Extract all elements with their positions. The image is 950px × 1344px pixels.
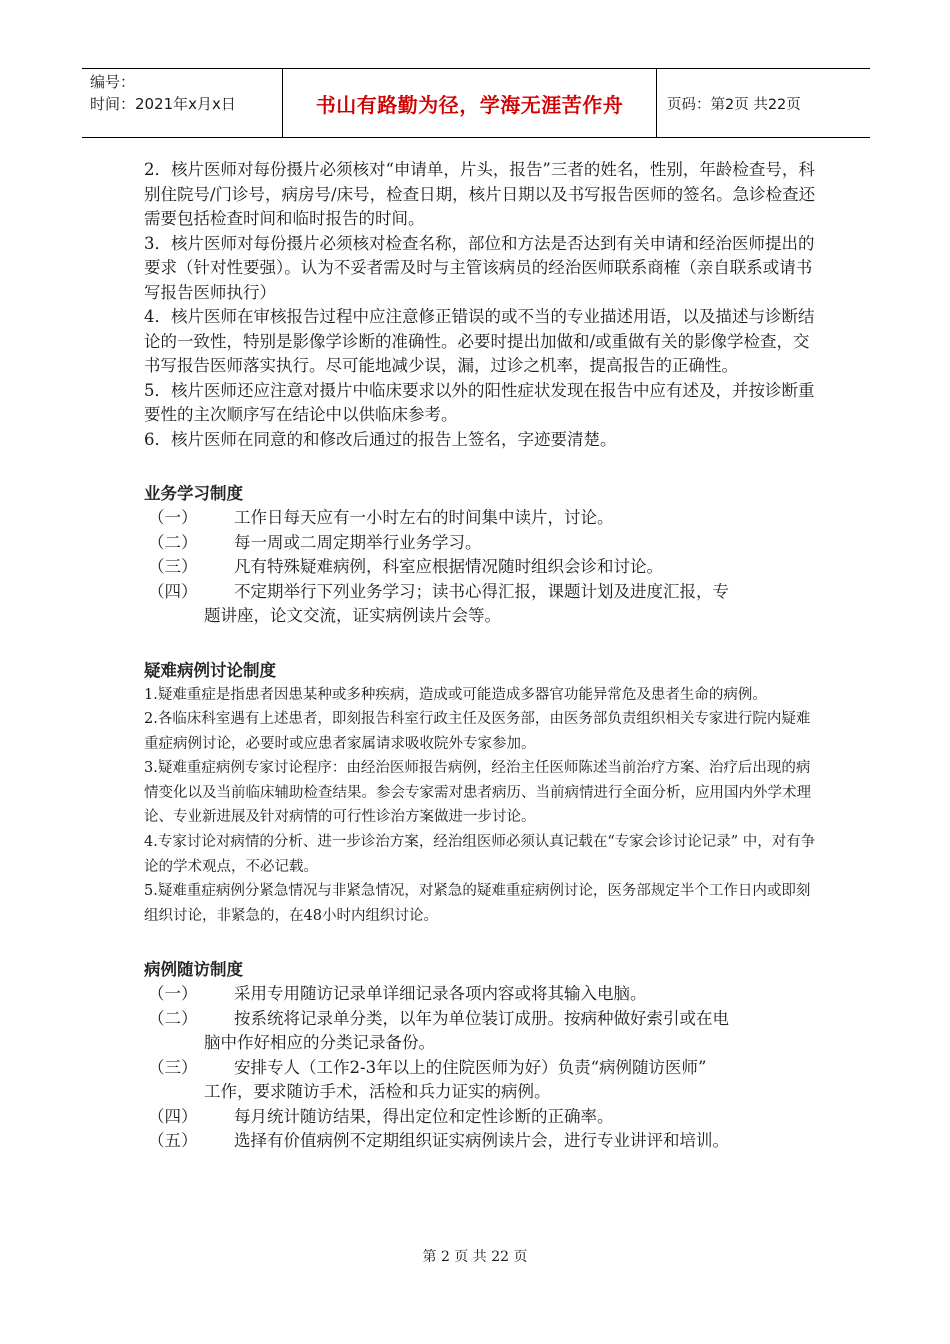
list-item: （一） 工作日每天应有一小时左右的时间集中读片，讨论。	[148, 508, 614, 527]
difficult-item-3: 3.疑难重症病例专家讨论程序：由经治医师报告病例，经治主任医师陈述当前治疗方案、治疗后出现的病情变化以及当前临床辅助检查结果。参会专家需对患者病历、当前病情进行全面分析，应用国内外学术理论、专业新进展及针对病情的可行性诊治方案做进一步讨论。	[144, 760, 811, 826]
page-footer: 第 2 页 共 22 页	[422, 1249, 528, 1265]
difficult-item-1: 1.疑难重症是指患者因患某种或多种疾病，造成或可能造成多器官功能异常危及患者生命的病例。	[144, 686, 767, 703]
list-item: （一） 采用专用随访记录单详细记录各项内容或将其输入电脑。	[148, 984, 647, 1004]
section-title-study: 业务学习制度	[144, 484, 243, 503]
review-item-6: 6．核片医师在同意的和修改后通过的报告上签名，字迹要清楚。	[144, 429, 617, 449]
review-item-5: 5．核片医师还应注意对摄片中临床要求以外的阳性症状发现在报告中应有述及，并按诊断重要性的主次顺序写在结论中以供临床参考。	[144, 380, 815, 424]
difficult-item-4: 4.专家讨论对病情的分析、进一步诊治方案，经治组医师必须认真记载在“专家会诊讨论记录” 中，对有争论的学术观点，不必记载。	[144, 834, 816, 875]
section-title-difficult: 疑难病例讨论制度	[144, 660, 276, 680]
section-title-followup: 病例随访制度	[144, 960, 243, 980]
review-item-2: 2．核片医师对每份摄片必须核对“申请单，片头，报告”三者的姓名，性别，年龄检查号，科别住院号/门诊号，病房号/床号，检查日期，核片日期以及书写报告医师的签名。急诊检查还需要包括检查时间和临时报告的时间。	[144, 160, 816, 228]
document-number-label: 编号：	[90, 73, 136, 91]
difficult-item-2: 2.各临床科室遇有上述患者，即刻报告科室行政主任及医务部，由医务部负责组织相关专家进行院内疑难重症病例讨论，必要时或应患者家属请求吸收院外专家参加。	[144, 711, 811, 752]
list-item: （二） 每一周或二周定期举行业务学习。	[148, 532, 482, 552]
header-page-number: 页码：第2页 共22页	[667, 96, 801, 113]
review-item-3: 3．核片医师对每份摄片必须核对检查名称，部位和方法是否达到有关申请和经治医师提出的要求（针对性要强）。认为不妥者需及时与主管该病员的经治医师联系商榷（亲自联系或请书写报告医师执行）	[144, 233, 815, 302]
review-item-4: 4．核片医师在审核报告过程中应注意修正错误的或不当的专业描述用语，以及描述与诊断结论的一致性，特别是影像学诊断的准确性。必要时提出加做和/或重做有关的影像学检查，交书写报告医师落实执行。尽可能地减少误，漏，过诊之机率，提高报告的正确性。	[144, 307, 815, 375]
header-motto: 书山有路勤为径，学海无涯苦作舟	[282, 69, 657, 137]
list-item: （二） 按系统将记录单分类，以年为单位装订成册。按病种做好索引或在电 脑中作好相应的分类记录备份。	[148, 1008, 729, 1053]
list-item: （四） 每月统计随访结果，得出定位和定性诊断的正确率。	[148, 1106, 614, 1126]
document-date: 时间：2021年x月x日	[90, 95, 236, 113]
header-meta	[82, 69, 282, 137]
list-item: （五） 选择有价值病例不定期组织证实病例读片会，进行专业讲评和培训。	[148, 1131, 729, 1151]
list-item: （三） 凡有特殊疑难病例，科室应根据情况随时组织会诊和讨论。	[148, 557, 663, 576]
page-header	[82, 68, 870, 138]
difficult-item-5: 5.疑难重症病例分紧急情况与非紧急情况，对紧急的疑难重症病例讨论，医务部规定半个工作日内或即刻组织讨论，非紧急的，在48小时内组织讨论。	[144, 883, 811, 924]
list-item: （四） 不定期举行下列业务学习；读书心得汇报，课题计划及进度汇报，专 题讲座，论文交流，证实病例读片会等。	[148, 581, 729, 625]
document-body	[144, 158, 824, 1154]
list-item: （三） 安排专人（工作2-3年以上的住院医师为好）负责“病例随访医师” 工作，要求随访手术，活检和兵力证实的病例。	[148, 1057, 707, 1102]
